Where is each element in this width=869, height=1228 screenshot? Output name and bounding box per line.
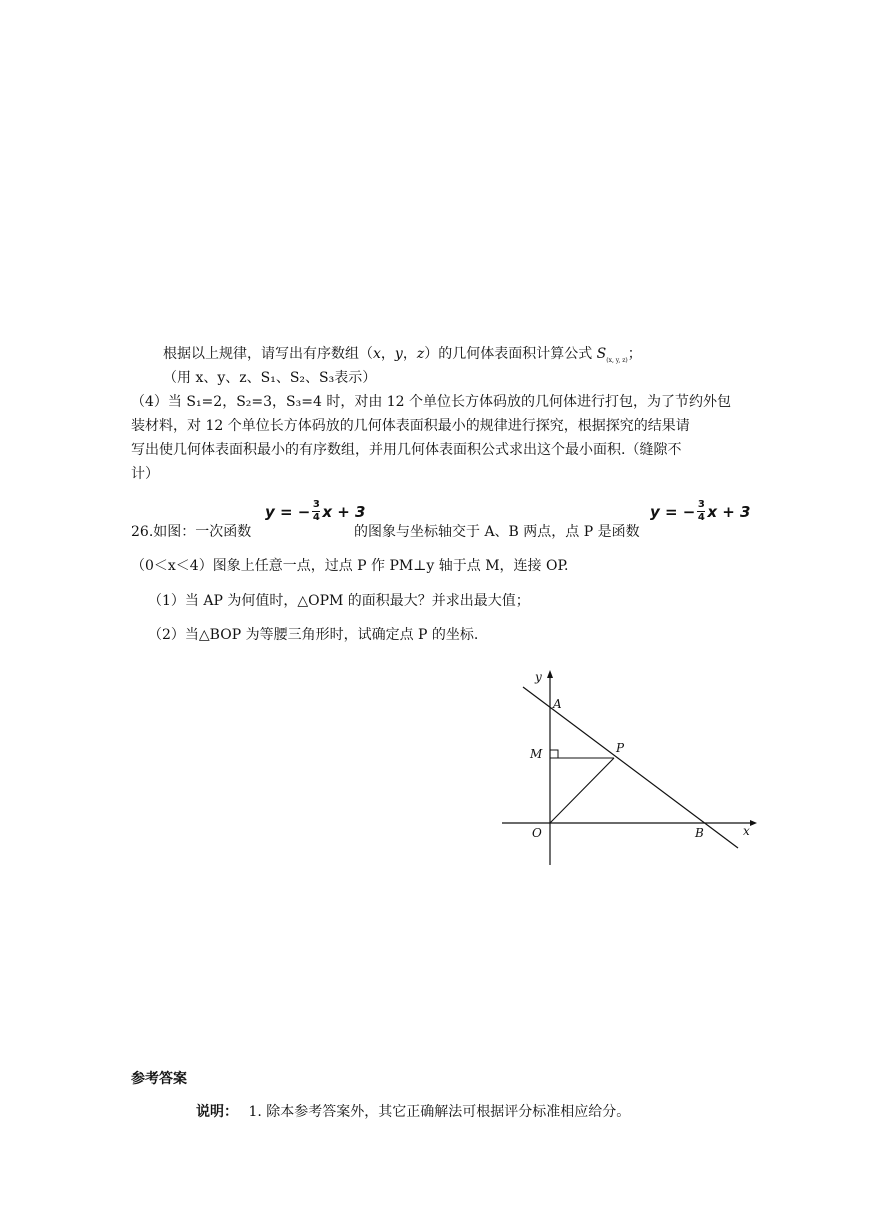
frac-den: 4 — [312, 512, 320, 523]
formula-rhs: x + 3 — [322, 502, 366, 521]
answers-heading: 参考答案 — [131, 1071, 187, 1087]
var-z: z — [416, 346, 425, 362]
x-axis-arrow — [750, 820, 757, 826]
frac-den: 4 — [697, 512, 705, 523]
q26-prefix: 26.如图：一次函数 — [131, 524, 252, 540]
formula-fraction — [697, 500, 705, 523]
frac-num: 3 — [697, 499, 705, 510]
line-AB — [523, 687, 738, 848]
var-x: x — [373, 346, 381, 362]
formula-lhs: y = − — [265, 502, 311, 521]
part3-end: ； — [627, 346, 642, 362]
formula-fraction — [312, 500, 320, 523]
answers-note — [196, 1102, 630, 1122]
label-x: x — [743, 824, 750, 838]
surface-area-symbol: S — [596, 346, 607, 362]
label-y: y — [535, 670, 542, 684]
sep: ， — [380, 346, 395, 362]
q26-mid: 的图象与坐标轴交于 A、B 两点，点 P 是函数 — [354, 524, 640, 540]
formula-rhs: x + 3 — [707, 502, 751, 521]
coordinate-figure — [495, 665, 760, 870]
formula-lhs: y = − — [650, 502, 696, 521]
part4-line1: （4）当 S₁=2，S₂=3，S₃=4 时，对由 12 个单位长方体码放的几何体进行打包，为了节约外包 — [131, 394, 732, 410]
part3-text-b: ）的几何体表面积计算公式 — [424, 346, 593, 362]
label-B: B — [695, 826, 704, 840]
part3-line1 — [163, 344, 642, 371]
right-angle-mark — [550, 750, 558, 758]
q26-line2: （0＜x＜4）图象上任意一点，过点 P 作 PM⊥y 轴于点 M，连接 OP. — [131, 558, 569, 574]
surface-area-subscript: (x, y, z) — [606, 357, 628, 364]
label-O: O — [532, 826, 542, 840]
segment-OP — [550, 758, 614, 823]
q26-subquestion-1: （1）当 AP 为何值时，△OPM 的面积最大？并求出最大值； — [148, 593, 530, 609]
linear-function-formula-1 — [265, 500, 365, 523]
sep: ， — [402, 346, 417, 362]
part4-line2: 装材料，对 12 个单位长方体码放的几何体表面积最小的规律进行探究，根据探究的结果请 — [131, 418, 690, 434]
part4-line4: 计） — [131, 466, 159, 482]
part3-text-a: 根据以上规律，请写出有序数组（ — [163, 346, 373, 362]
note-label: 说明： — [196, 1104, 238, 1120]
y-axis-arrow — [547, 670, 553, 678]
part4-line3: 写出使几何体表面积最小的有序数组，并用几何体表面积公式求出这个最小面积.（缝隙不 — [131, 442, 682, 458]
note-text: 1. 除本参考答案外，其它正确解法可根据评分标准相应给分。 — [248, 1104, 631, 1120]
linear-function-formula-2 — [650, 500, 750, 523]
label-M: M — [530, 747, 543, 761]
label-A: A — [553, 697, 562, 711]
part3-line2: （用 x、y、z、S₁、S₂、S₃表示） — [163, 370, 377, 386]
q26-subquestion-2: （2）当△BOP 为等腰三角形时，试确定点 P 的坐标. — [148, 627, 479, 643]
frac-num: 3 — [312, 499, 320, 510]
var-y: y — [394, 346, 403, 362]
label-P: P — [616, 741, 625, 755]
